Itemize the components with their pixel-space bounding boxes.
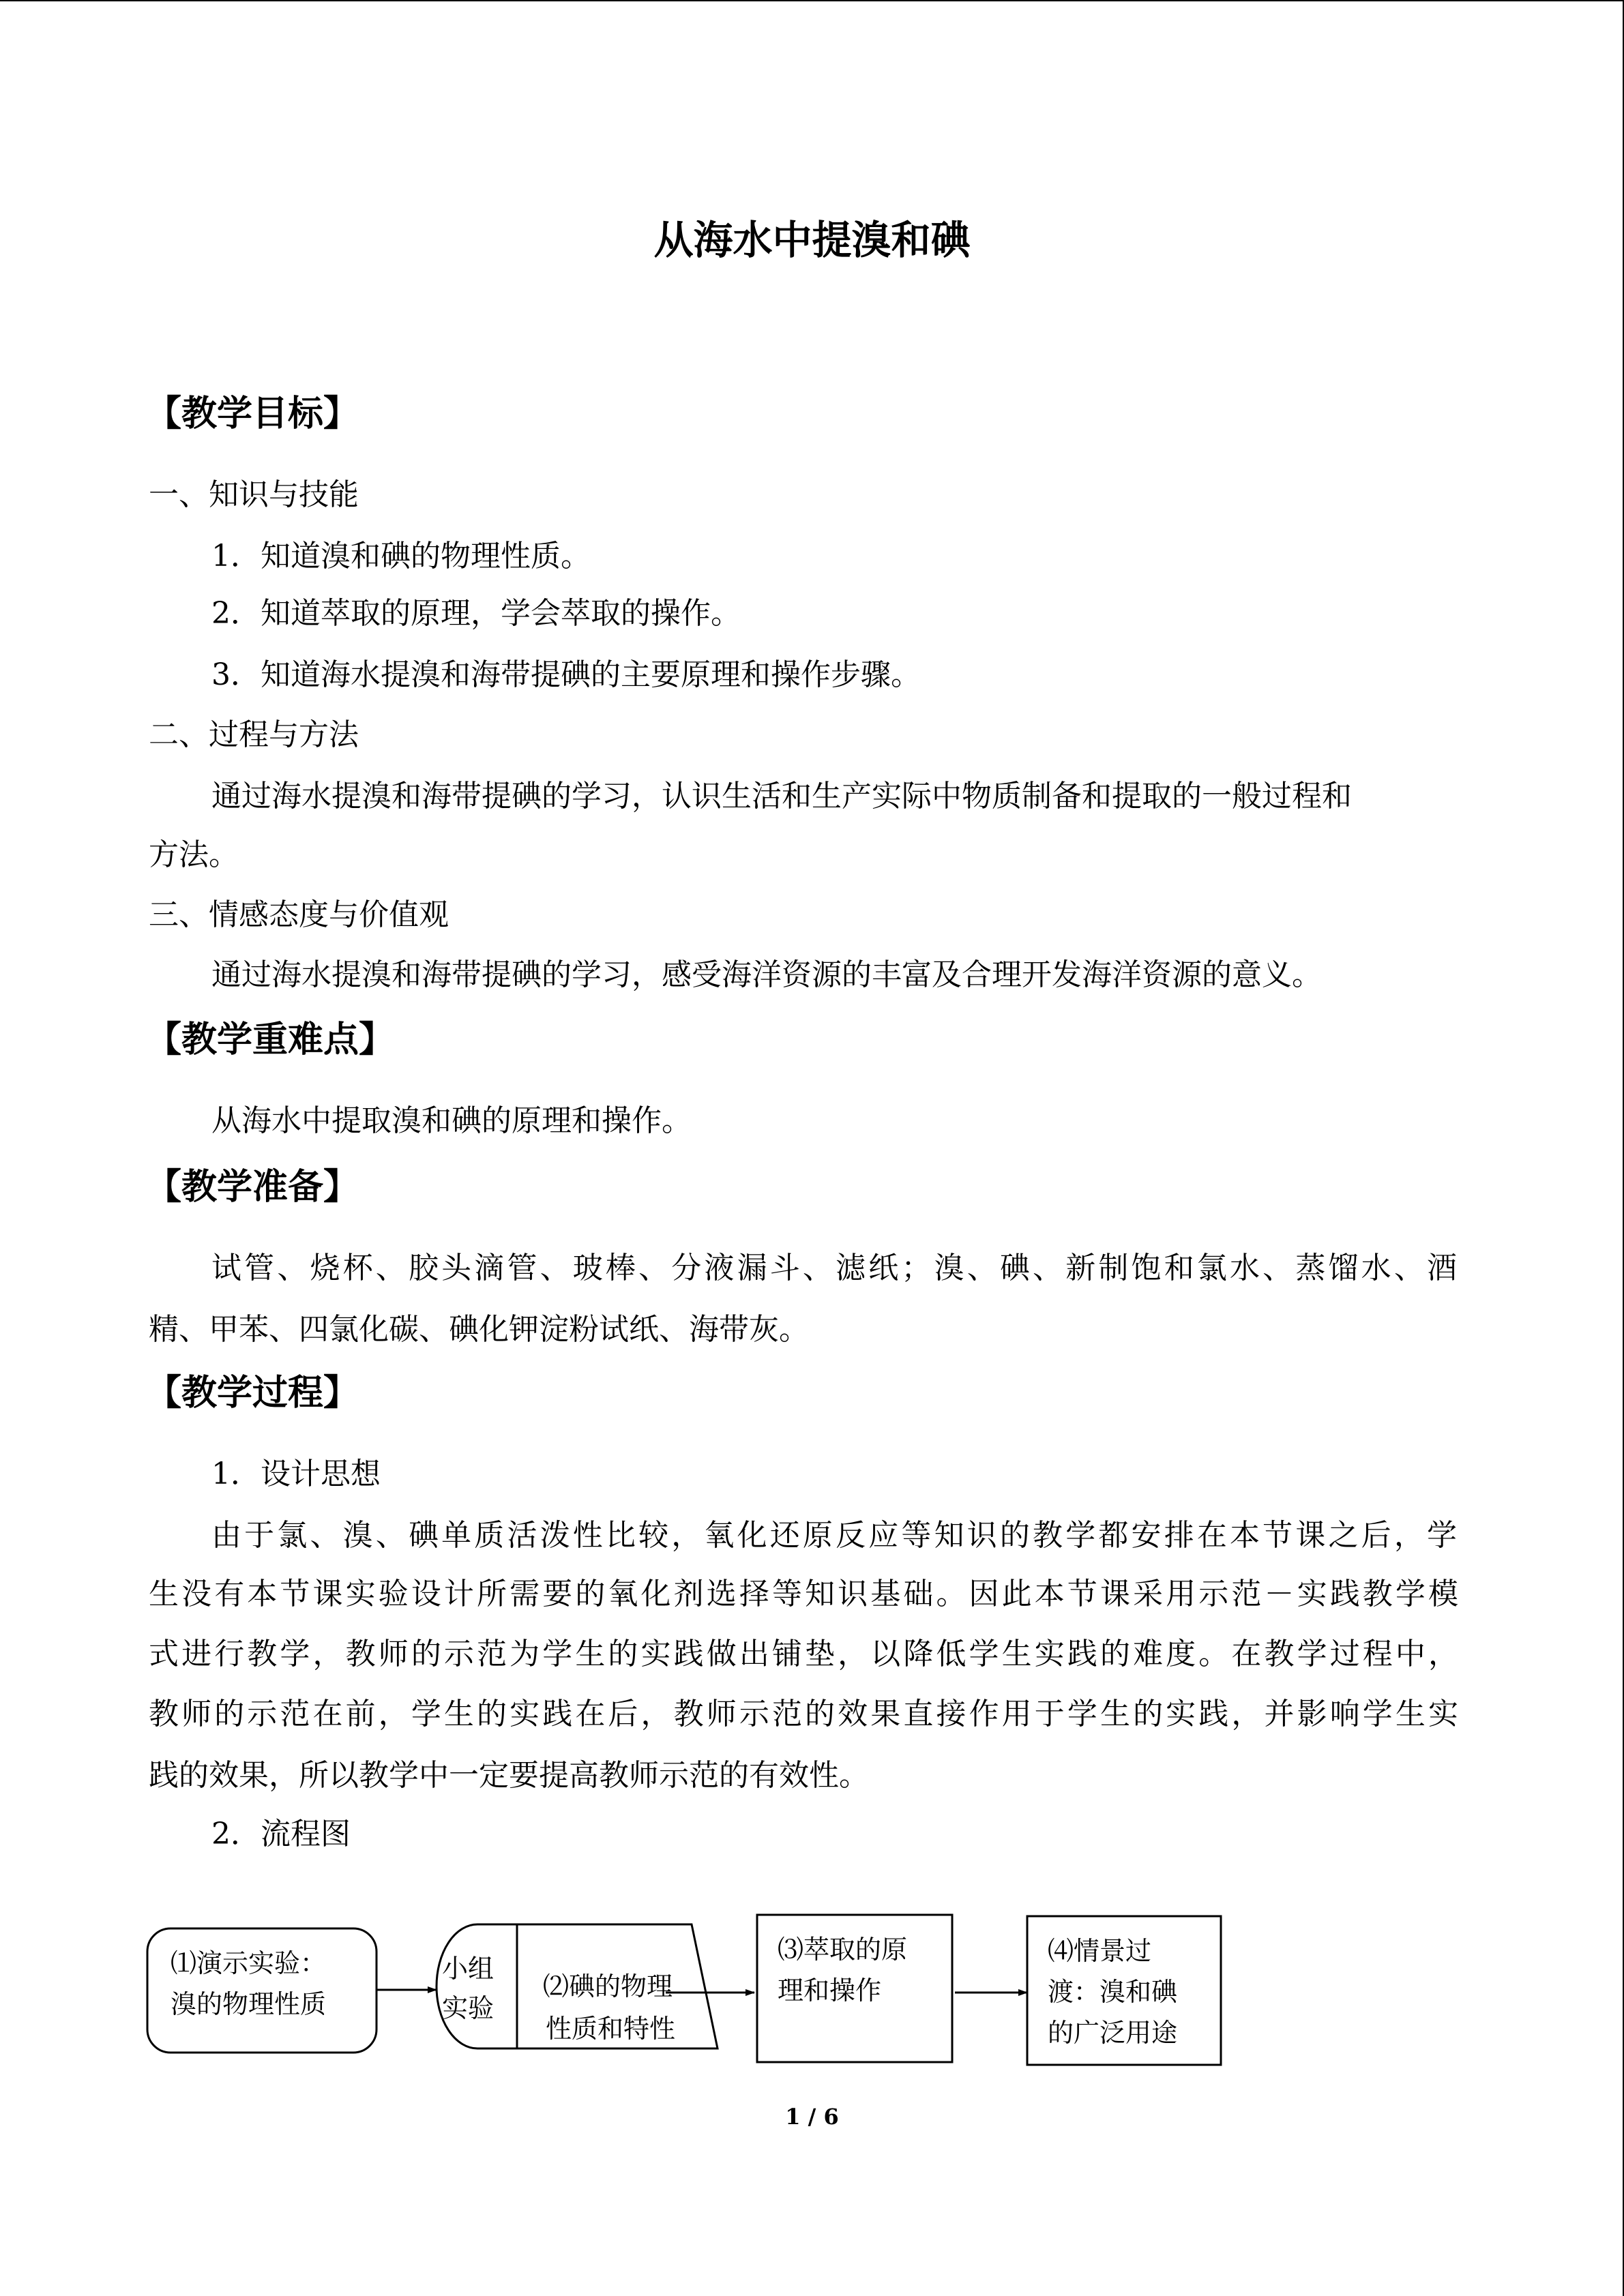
- objectives-part2-text-line1: 通过海水提溴和海带提碘的学习，认识生活和生产实际中物质制备和提取的一般过程和: [211, 779, 1352, 814]
- preparation-heading: 【教学准备】: [146, 1166, 359, 1208]
- process-paragraph-line-1: 由于氯、溴、碘单质活泼性比较，氧化还原反应等知识的教学都安排在本节课之后，学: [211, 1518, 1457, 1553]
- flow-box-3-line-1: ⑶萃取的原: [778, 1935, 908, 1965]
- flow-box-4-line-2: 渡：溴和碘: [1048, 1977, 1178, 2007]
- objectives-part2-text-line2: 方法。: [149, 837, 239, 872]
- process-sub1-title: 1．设计思想: [211, 1457, 381, 1491]
- process-sub2-title: 2．流程图: [211, 1817, 351, 1851]
- flow-box-4-line-3: 的广泛用途: [1048, 2018, 1178, 2048]
- flow-box-2-left: [437, 1924, 517, 2048]
- objectives-item-1: 1．知道溴和碘的物理性质。: [211, 539, 591, 573]
- objectives-part3-text: 通过海水提溴和海带提碘的学习，感受海洋资源的丰富及合理开发海洋资源的意义。: [211, 957, 1322, 992]
- flow-box-2-right-line-1: ⑵碘的物理: [543, 1971, 673, 2001]
- objectives-part3-title: 三、情感态度与价值观: [149, 897, 449, 932]
- page-border-top: [0, 0, 1624, 1]
- objectives-heading: 【教学目标】: [146, 393, 359, 434]
- flow-box-1-line-2: 溴的物理性质: [171, 1989, 327, 2019]
- key-points-text: 从海水中提取溴和碘的原理和操作。: [211, 1103, 692, 1138]
- objectives-item-3: 3．知道海水提溴和海带提碘的主要原理和操作步骤。: [211, 657, 921, 692]
- flow-box-2-left-line-2: 实验: [442, 1993, 494, 2023]
- process-paragraph-line-4: 教师的示范在前，学生的实践在后，教师示范的效果直接作用于学生的实践，并影响学生实: [149, 1697, 1458, 1731]
- process-heading: 【教学过程】: [146, 1372, 359, 1414]
- process-paragraph-line-2: 生没有本节课实验设计所需要的氧化剂选择等知识基础。因此本节课采用示范－实践教学模: [149, 1577, 1458, 1611]
- flow-box-3-line-2: 理和操作: [778, 1976, 882, 2006]
- process-paragraph-line-3: 式进行教学，教师的示范为学生的实践做出铺垫，以降低学生实践的难度。在教学过程中，: [149, 1637, 1458, 1671]
- flow-box-1: [147, 1928, 377, 2053]
- objectives-part1-title: 一、知识与技能: [149, 477, 359, 512]
- flow-box-3: [757, 1915, 952, 2062]
- page-indicator: 1 / 6: [785, 2104, 839, 2130]
- flow-box-4: [1027, 1916, 1221, 2065]
- flow-box-2-right: [517, 1924, 718, 2048]
- preparation-line-2: 精、甲苯、四氯化碳、碘化钾淀粉试纸、海带灰。: [149, 1312, 809, 1347]
- objectives-item-2: 2．知道萃取的原理，学会萃取的操作。: [211, 596, 741, 631]
- preparation-line-1: 试管、烧杯、胶头滴管、玻棒、分液漏斗、滤纸；溴、碘、新制饱和氯水、蒸馏水、酒: [211, 1251, 1457, 1285]
- process-paragraph-line-5: 践的效果，所以教学中一定要提高教师示范的有效性。: [149, 1758, 869, 1793]
- page-title: 从海水中提溴和碘: [653, 217, 971, 263]
- flow-box-2-left-line-1: 小组: [442, 1954, 494, 1984]
- flow-box-4-line-1: ⑷情景过: [1048, 1936, 1152, 1966]
- key-points-heading: 【教学重难点】: [146, 1019, 395, 1060]
- flow-box-1-line-1: ⑴演示实验：: [171, 1948, 327, 1978]
- flow-box-2-right-line-2: 性质和特性: [546, 2014, 676, 2044]
- objectives-part2-title: 二、过程与方法: [149, 717, 359, 752]
